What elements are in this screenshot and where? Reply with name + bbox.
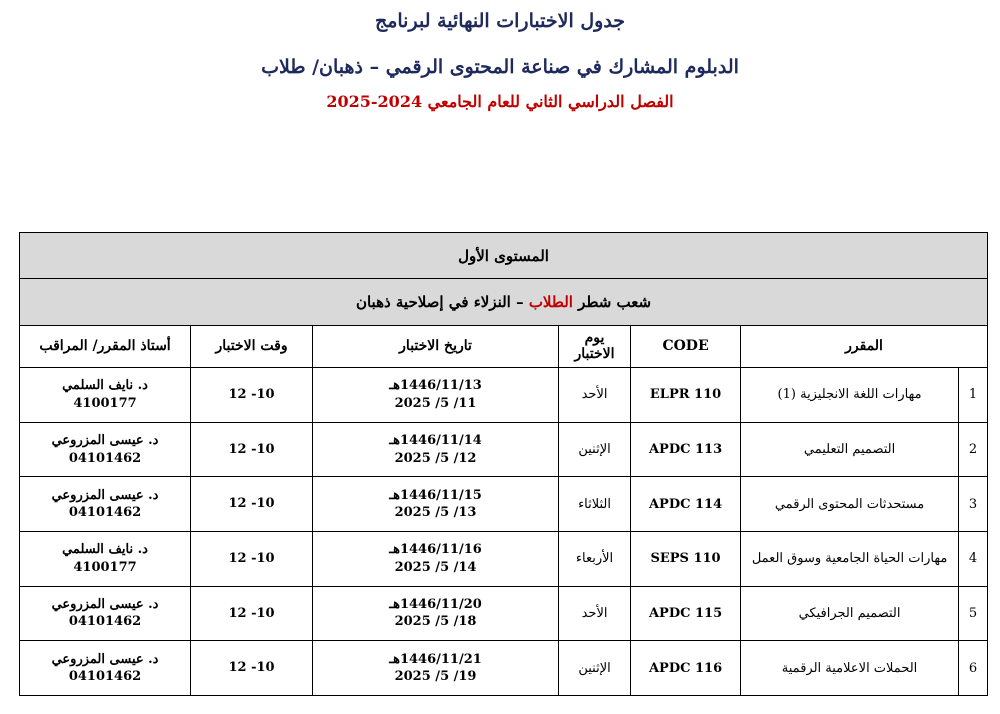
- exam-time: 10- 12: [191, 641, 313, 696]
- date-gregorian: 11/ 5/ 2025: [394, 395, 477, 411]
- instructor-name: د. عيسى المزروعي: [51, 487, 159, 503]
- date-gregorian: 19/ 5/ 2025: [394, 669, 477, 685]
- instructor-name: د. نايف السلمي: [62, 378, 148, 394]
- instructor: [20, 532, 191, 587]
- exam-date: [313, 477, 559, 532]
- instructor-id: 04101462: [68, 614, 142, 630]
- course-name: مهارات الحياة الجامعية وسوق العمل: [741, 532, 959, 587]
- exam-time: 10- 12: [191, 532, 313, 587]
- table-row: [20, 422, 988, 477]
- instructor-id: 4100177: [73, 559, 137, 575]
- table-row: [20, 586, 988, 641]
- table-row: [20, 532, 988, 587]
- instructor-name: د. عيسى المزروعي: [51, 651, 159, 667]
- exam-date: [313, 422, 559, 477]
- instructor: [20, 477, 191, 532]
- date-hijri: 1446/11/20هـ: [389, 596, 482, 612]
- instructor-id: 04101462: [68, 450, 142, 466]
- table-row: [20, 477, 988, 532]
- date-hijri: 1446/11/21هـ: [389, 651, 482, 667]
- col-day-header: يوم الاختبار: [559, 325, 631, 367]
- date-hijri: 1446/11/13هـ: [389, 378, 482, 394]
- exam-time: 10- 12: [191, 477, 313, 532]
- exam-day: الأربعاء: [559, 532, 631, 587]
- section-prefix: شعب شطر: [578, 293, 652, 312]
- col-time-header: وقت الاختبار: [191, 325, 313, 367]
- exam-date: [313, 641, 559, 696]
- section-heading: [20, 279, 988, 325]
- instructor: [20, 422, 191, 477]
- date-hijri: 1446/11/16هـ: [389, 542, 482, 558]
- row-number: 5: [959, 586, 988, 641]
- instructor: [20, 368, 191, 423]
- course-code: APDC 115: [631, 586, 741, 641]
- row-number: 1: [959, 368, 988, 423]
- instructor-name: د. عيسى المزروعي: [51, 432, 159, 448]
- level-heading: المستوى الأول: [20, 233, 988, 279]
- instructor: [20, 586, 191, 641]
- course-name: التصميم الجرافيكي: [741, 586, 959, 641]
- course-name: الحملات الاعلامية الرقمية: [741, 641, 959, 696]
- instructor-name: د. عيسى المزروعي: [51, 596, 159, 612]
- exam-date: [313, 368, 559, 423]
- exam-day: الثلاثاء: [559, 477, 631, 532]
- exam-day: الأحد: [559, 586, 631, 641]
- section-suffix: – النزلاء في إصلاحية ذهبان: [355, 293, 524, 312]
- date-hijri: 1446/11/14هـ: [389, 432, 482, 448]
- exam-date: [313, 586, 559, 641]
- exam-time: 10- 12: [191, 422, 313, 477]
- exam-time: 10- 12: [191, 586, 313, 641]
- course-name: مهارات اللغة الانجليزية (1): [741, 368, 959, 423]
- date-hijri: 1446/11/15هـ: [389, 487, 482, 503]
- col-course-header: المقرر: [741, 325, 988, 367]
- col-date-header: تاريخ الاختبار: [313, 325, 559, 367]
- course-code: SEPS 110: [631, 532, 741, 587]
- table-row: [20, 641, 988, 696]
- exam-day: الأحد: [559, 368, 631, 423]
- section-highlight: الطلاب: [528, 293, 573, 312]
- exam-schedule-table: [19, 232, 988, 696]
- course-code: APDC 116: [631, 641, 741, 696]
- date-gregorian: 14/ 5/ 2025: [394, 559, 477, 575]
- exam-day: الإثنين: [559, 641, 631, 696]
- row-number: 4: [959, 532, 988, 587]
- course-code: ELPR 110: [631, 368, 741, 423]
- row-number: 3: [959, 477, 988, 532]
- course-name: مستحدثات المحتوى الرقمي: [741, 477, 959, 532]
- instructor-name: د. نايف السلمي: [62, 542, 148, 558]
- row-number: 6: [959, 641, 988, 696]
- instructor-id: 04101462: [68, 505, 142, 521]
- instructor-id: 4100177: [73, 395, 137, 411]
- table-row: [20, 368, 988, 423]
- course-code: APDC 113: [631, 422, 741, 477]
- exam-day: الإثنين: [559, 422, 631, 477]
- document-title: جدول الاختبارات النهائية لبرنامج: [374, 10, 626, 32]
- table-header-row: [20, 325, 988, 367]
- date-gregorian: 18/ 5/ 2025: [394, 614, 477, 630]
- exam-date: [313, 532, 559, 587]
- semester-title: الفصل الدراسي الثاني للعام الجامعي 2024-2025: [326, 92, 674, 111]
- col-instructor-header: أستاذ المقرر/ المراقب: [20, 325, 191, 367]
- instructor: [20, 641, 191, 696]
- date-gregorian: 13/ 5/ 2025: [394, 505, 477, 521]
- course-name: التصميم التعليمي: [741, 422, 959, 477]
- program-title: الدبلوم المشارك في صناعة المحتوى الرقمي – ذهبان/ طلاب: [261, 56, 739, 78]
- date-gregorian: 12/ 5/ 2025: [394, 450, 477, 466]
- instructor-id: 04101462: [68, 669, 142, 685]
- col-code-header: CODE: [631, 325, 741, 367]
- course-code: APDC 114: [631, 477, 741, 532]
- row-number: 2: [959, 422, 988, 477]
- exam-time: 10- 12: [191, 368, 313, 423]
